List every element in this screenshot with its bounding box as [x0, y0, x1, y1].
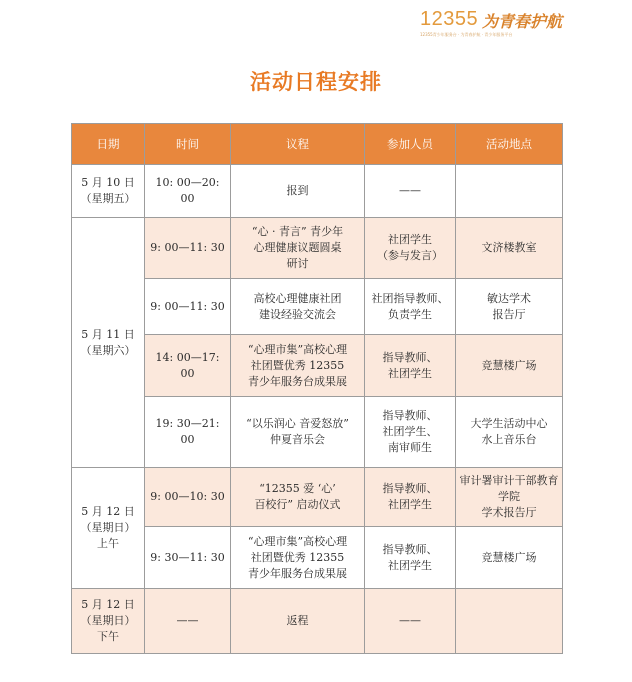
place-cell: 文济楼教室 [456, 218, 563, 279]
brand-logo [416, 6, 616, 42]
date-cell: 5 月 12 日 （星期日） 下午 [72, 589, 145, 654]
people-cell: 指导教师、 社团学生、 南审师生 [365, 397, 456, 468]
date-cell: 5 月 11 日 （星期六） [72, 218, 145, 468]
time-cell: 19: 30—21: 00 [145, 397, 231, 468]
time-cell: 9: 00—11: 30 [145, 218, 231, 279]
header-agenda: 议程 [231, 124, 365, 165]
table-row [72, 589, 563, 654]
table-row [72, 527, 563, 589]
place-cell [456, 589, 563, 654]
table-row [72, 397, 563, 468]
table-header-row [72, 124, 563, 165]
brand-number: 12355 [420, 8, 479, 30]
table-row [72, 468, 563, 527]
date-cell: 5 月 10 日 （星期五） [72, 165, 145, 218]
agenda-cell: “心 · 青言” 青少年 心理健康议题圆桌 研讨 [231, 218, 365, 279]
people-cell: 指导教师、 社团学生 [365, 527, 456, 589]
agenda-cell: “12355 爱 ‘心’ 百校行” 启动仪式 [231, 468, 365, 527]
agenda-cell: 返程 [231, 589, 365, 654]
brand-subtitle: 12355青少年服务台 · 为青春护航 · 青少年服务平台 [420, 32, 513, 37]
place-cell: 敏达学术 报告厅 [456, 279, 563, 335]
schedule-table [71, 123, 563, 654]
people-cell: 社团学生 （参与发言） [365, 218, 456, 279]
table-row [72, 335, 563, 397]
agenda-cell: 高校心理健康社团 建设经验交流会 [231, 279, 365, 335]
table-row [72, 165, 563, 218]
time-cell: 14: 00—17: 00 [145, 335, 231, 397]
agenda-cell: “心理市集”高校心理 社团暨优秀 12355 青少年服务台成果展 [231, 335, 365, 397]
time-cell: 9: 00—10: 30 [145, 468, 231, 527]
table-row [72, 279, 563, 335]
table-row [72, 218, 563, 279]
time-cell: 9: 00—11: 30 [145, 279, 231, 335]
header-date: 日期 [72, 124, 145, 165]
time-cell: 10: 00—20: 00 [145, 165, 231, 218]
brand-slogan: 为青春护航 [482, 12, 563, 31]
people-cell: —— [365, 589, 456, 654]
agenda-cell: “以乐润心 音爱怒放” 仲夏音乐会 [231, 397, 365, 468]
time-cell: 9: 30—11: 30 [145, 527, 231, 589]
place-cell [456, 165, 563, 218]
date-cell: 5 月 12 日 （星期日） 上午 [72, 468, 145, 589]
agenda-cell: 报到 [231, 165, 365, 218]
place-cell: 审计署审计干部教育学院 学术报告厅 [456, 468, 563, 527]
place-cell: 竞慧楼广场 [456, 335, 563, 397]
place-cell: 大学生活动中心 水上音乐台 [456, 397, 563, 468]
people-cell: —— [365, 165, 456, 218]
agenda-cell: “心理市集”高校心理 社团暨优秀 12355 青少年服务台成果展 [231, 527, 365, 589]
header-people: 参加人员 [365, 124, 456, 165]
people-cell: 指导教师、 社团学生 [365, 335, 456, 397]
people-cell: 指导教师、 社团学生 [365, 468, 456, 527]
header-time: 时间 [145, 124, 231, 165]
page-title: 活动日程安排 [250, 70, 382, 94]
people-cell: 社团指导教师、 负责学生 [365, 279, 456, 335]
header-place: 活动地点 [456, 124, 563, 165]
time-cell: —— [145, 589, 231, 654]
place-cell: 竞慧楼广场 [456, 527, 563, 589]
